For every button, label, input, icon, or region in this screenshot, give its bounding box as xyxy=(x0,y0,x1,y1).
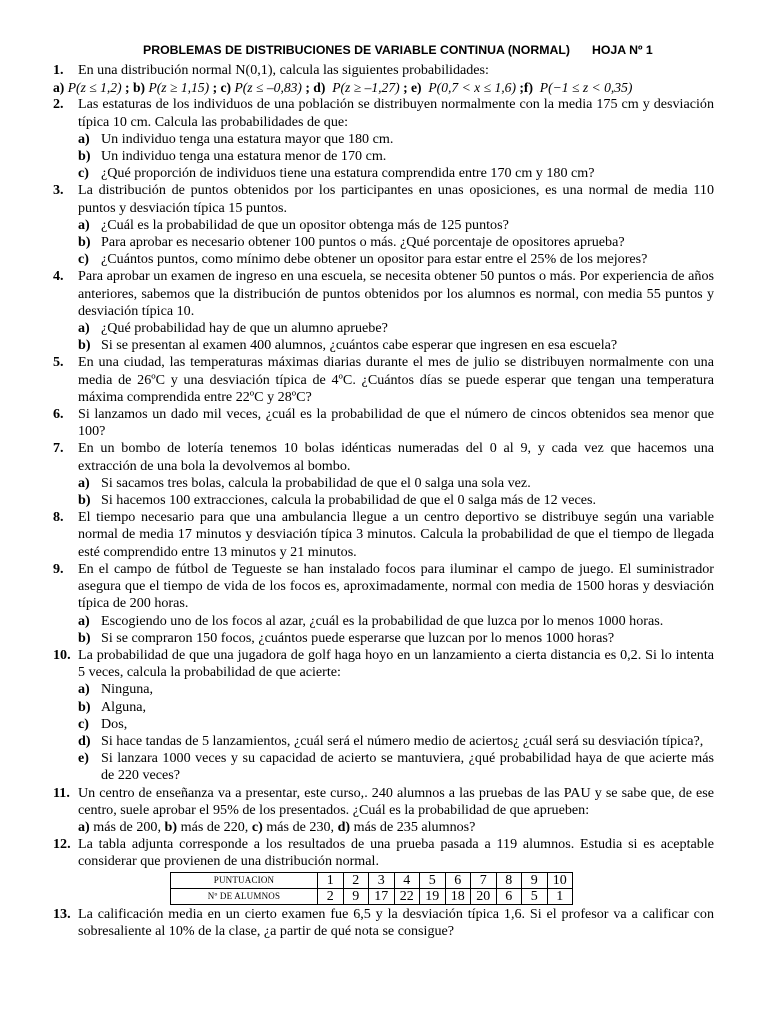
problem-2 xyxy=(53,96,714,130)
sub-letter: e) xyxy=(78,750,89,767)
option-label: a) xyxy=(78,818,90,835)
table-cell: 6 xyxy=(445,872,471,888)
prob-expression: P(z ≤ 1,2) xyxy=(67,80,122,96)
problem-number: 8. xyxy=(53,509,64,526)
problem-text: En un bombo de lotería tenemos 10 bolas idénticas numeradas del 0 al 9, y cada vez que hacemos una extracción de una bola la devolvemos al bombo. xyxy=(78,440,714,474)
table-cell: 5 xyxy=(420,872,446,888)
prob-separator: ; xyxy=(515,80,524,96)
problem-list xyxy=(53,62,714,940)
sub-question xyxy=(53,681,714,698)
sub-question xyxy=(53,217,714,234)
sub-letter: b) xyxy=(78,234,91,251)
problem-number: 9. xyxy=(53,560,64,577)
sub-letter: b) xyxy=(78,337,91,354)
problem-6 xyxy=(53,406,714,440)
table-cell: 8 xyxy=(496,872,522,888)
sub-letter: b) xyxy=(78,698,91,715)
table-cell: 20 xyxy=(471,888,497,904)
table-cell: 1 xyxy=(318,872,344,888)
sub-question xyxy=(53,148,714,165)
table-cell: 7 xyxy=(471,872,497,888)
sub-text: Alguna, xyxy=(101,698,147,715)
table-cell: 2 xyxy=(318,888,344,904)
problem-number: 4. xyxy=(53,268,64,285)
table-cell: 1 xyxy=(547,888,573,904)
prob-expression: P(0,7 < x ≤ 1,6) xyxy=(428,80,516,96)
table-cell: 2 xyxy=(343,872,369,888)
prob-separator: ; xyxy=(209,80,221,96)
problem-number: 7. xyxy=(53,440,64,457)
table-cell: 17 xyxy=(369,888,395,904)
problem-text: El tiempo necesario para que una ambulancia llegue a un centro deportivo se distribuye según una variable normal de media 17 minutos y desviación típica 3 minutos. Calcula la probabilidad de que el tiempo de llegada esté comprendido entre 13 minutos y 21 minutos. xyxy=(78,509,714,560)
table-cell: 18 xyxy=(445,888,471,904)
problem-10 xyxy=(53,647,714,681)
sub-text: Si se compraron 150 focos, ¿cuántos puede esperarse que luzcan por lo menos 1000 horas? xyxy=(101,629,615,646)
table-cell: 5 xyxy=(522,888,548,904)
sub-letter: a) xyxy=(78,474,90,491)
option-label: b) xyxy=(164,818,178,835)
problem-1-probabilities xyxy=(53,79,714,96)
problem-number: 11. xyxy=(53,784,70,801)
problem-number: 13. xyxy=(53,905,71,922)
problem-13 xyxy=(53,906,714,940)
prob-label: b) xyxy=(132,80,146,96)
problem-text: La calificación media en un cierto examen fue 6,5 y la desviación típica 1,6. Si el profesor va a calificar con sobresaliente al 10% de la clase, ¿a partir de qué nota se consigue? xyxy=(78,905,714,939)
problem-text: Si lanzamos un dado mil veces, ¿cuál es la probabilidad de que el número de cincos obtenidos sea menor que 100? xyxy=(78,406,714,440)
table-header-cell: PUNTUACION xyxy=(171,872,318,888)
sub-letter: b) xyxy=(78,492,91,509)
option-text: más de 200, xyxy=(93,818,161,835)
table-cell: 9 xyxy=(343,888,369,904)
table-row xyxy=(171,872,573,888)
sub-question xyxy=(53,733,714,750)
option-label: d) xyxy=(337,818,351,835)
problem-5 xyxy=(53,354,714,406)
sub-letter: a) xyxy=(78,320,90,337)
sub-letter: a) xyxy=(78,216,90,233)
option-label: c) xyxy=(251,818,263,835)
sub-text: Dos, xyxy=(101,715,128,732)
prob-separator: ; xyxy=(121,80,133,96)
option-text: más de 220, xyxy=(180,818,249,835)
sub-question xyxy=(53,699,714,716)
problem-text: Para aprobar un examen de ingreso en una escuela, se necesita obtener 50 puntos o más. Por experiencia de años anteriores, sabemos que la distribución de puntos obtenidos por los alumnos es normal, con media 55 puntos y desviación típica 10. xyxy=(78,268,714,319)
problem-9 xyxy=(53,561,714,613)
option-text: más de 235 alumnos? xyxy=(353,818,476,835)
title-text: PROBLEMAS DE DISTRIBUCIONES DE VARIABLE CONTINUA (NORMAL) xyxy=(143,43,570,57)
problem-number: 6. xyxy=(53,406,64,423)
sub-question xyxy=(53,613,714,630)
sub-letter: c) xyxy=(78,251,89,268)
sub-text: ¿Qué proporción de individuos tiene una estatura comprendida entre 170 cm y 180 cm? xyxy=(101,165,595,182)
sub-question xyxy=(53,251,714,268)
sub-question xyxy=(53,492,714,509)
problem-number: 3. xyxy=(53,182,64,199)
option-text: más de 230, xyxy=(266,818,335,835)
sub-letter: a) xyxy=(78,681,90,698)
problem-4 xyxy=(53,268,714,320)
sub-question xyxy=(53,165,714,182)
prob-separator: ; xyxy=(399,80,412,96)
prob-expression: P(−1 ≤ z < 0,35) xyxy=(539,80,633,96)
sub-letter: d) xyxy=(78,732,91,749)
sub-letter: c) xyxy=(78,715,89,732)
problem-1 xyxy=(53,62,714,79)
prob-expression: P(z ≥ –1,27) xyxy=(332,80,400,96)
table-cell: 19 xyxy=(420,888,446,904)
sub-question xyxy=(53,320,714,337)
sub-letter: b) xyxy=(78,148,91,165)
sub-question xyxy=(53,234,714,251)
prob-label: c) xyxy=(220,80,232,96)
prob-separator: ; xyxy=(301,80,314,96)
sub-text: Si se presentan al examen 400 alumnos, ¿cuántos cabe esperar que ingresen en esa escuela? xyxy=(101,337,618,354)
sub-text: Un individuo tenga una estatura menor de 170 cm. xyxy=(101,148,387,165)
problem-text: En el campo de fútbol de Tegueste se han instalado focos para iluminar el campo de juego. El suministrador asegura que el tiempo de vida de los focos es, aproximadamente, normal con media de 1500 horas y desviación típica de 200 horas. xyxy=(78,560,714,612)
sub-text: Si sacamos tres bolas, calcula la probabilidad de que el 0 salga una sola vez. xyxy=(101,474,531,491)
table-header-cell: Nº DE ALUMNOS xyxy=(171,888,318,904)
problem-number: 5. xyxy=(53,354,64,371)
table-row xyxy=(171,888,573,904)
problem-3 xyxy=(53,182,714,216)
sub-text: Si hace tandas de 5 lanzamientos, ¿cuál será el número medio de aciertos¿ ¿cuál será su desviación típica?, xyxy=(101,732,704,749)
problem-number: 2. xyxy=(53,96,64,113)
sheet-number: HOJA Nº 1 xyxy=(591,43,653,57)
prob-label: e) xyxy=(411,80,422,96)
problem-text: Un centro de enseñanza va a presentar, este curso,. 240 alumnos a las pruebas de las PAU y se sabe que, de ese centro, suele aprobar el 95% de los presentados. ¿Cuál es la probabilidad de que aprueben: xyxy=(78,784,714,818)
problem-8 xyxy=(53,509,714,561)
sub-letter: a) xyxy=(78,612,90,629)
sub-question xyxy=(53,716,714,733)
sub-text: Si hacemos 100 extracciones, calcula la probabilidad de que el 0 salga más de 12 veces. xyxy=(101,492,597,509)
problem-text: La tabla adjunta corresponde a los resultados de una prueba pasada a 119 alumnos. Estudia si es aceptable considerar que provienen de una distribución normal. xyxy=(78,836,714,870)
problem-text: La distribución de puntos obtenidos por los participantes en unas oposiciones, es una normal de media 110 puntos y desviación típica 15 puntos. xyxy=(78,182,714,216)
sub-text: ¿Cuál es la probabilidad de que un opositor obtenga más de 125 puntos? xyxy=(101,216,509,233)
page-title xyxy=(143,38,714,62)
table-cell: 6 xyxy=(496,888,522,904)
prob-expression: P(z ≤ –0,83) xyxy=(234,80,302,96)
sub-question xyxy=(53,475,714,492)
problem-number: 1. xyxy=(53,62,64,78)
problem-7 xyxy=(53,440,714,474)
sub-question xyxy=(53,630,714,647)
sub-question xyxy=(53,750,714,784)
sub-question xyxy=(53,131,714,148)
sub-letter: a) xyxy=(78,130,90,147)
sub-text: Si lanzara 1000 veces y su capacidad de acierto se mantuviera, ¿qué probabilidad haya de que acierte más de 220 veces? xyxy=(101,750,714,784)
sub-text: ¿Cuántos puntos, como mínimo debe obtener un opositor para estar entre el 25% de los mejores? xyxy=(101,251,648,268)
problem-11 xyxy=(53,785,714,837)
table-cell: 10 xyxy=(547,872,573,888)
sub-question xyxy=(53,337,714,354)
problem-number: 12. xyxy=(53,836,71,853)
problem-text: Las estaturas de los individuos de una población se distribuyen normalmente con la media 175 cm y desviación típica 10 cm. Calcula las probabilidades de que: xyxy=(78,96,714,130)
prob-label: d) xyxy=(313,80,326,96)
prob-label: a) xyxy=(53,80,65,96)
table-cell: 22 xyxy=(394,888,420,904)
sub-text: Ninguna, xyxy=(101,681,154,698)
score-table xyxy=(170,872,573,905)
table-cell: 3 xyxy=(369,872,395,888)
table-cell: 9 xyxy=(522,872,548,888)
problem-number: 10. xyxy=(53,646,71,663)
prob-expression: P(z ≥ 1,15) xyxy=(148,80,210,96)
problem-text: En una ciudad, las temperaturas máximas diarias durante el mes de julio se distribuyen normalmente con una media de 26ºC y una desviación típica de 4ºC. ¿Cuántos días se puede esperar que tengan una temperatura máxima comprendida entre 22ºC y 28ºC? xyxy=(78,354,714,405)
sub-text: ¿Qué probabilidad hay de que un alumno apruebe? xyxy=(101,320,388,337)
problem-text: La probabilidad de que una jugadora de golf haga hoyo en un lanzamiento a cierta distancia es 0,2. Si lo intenta 5 veces, calcula la probabilidad de que acierte: xyxy=(78,646,714,681)
prob-label: f) xyxy=(523,80,533,96)
problem-text: En una distribución normal N(0,1), calcula las siguientes probabilidades: xyxy=(78,62,489,78)
sub-text: Escogiendo uno de los focos al azar, ¿cuál es la probabilidad de que luzca por lo menos 1000 horas. xyxy=(101,612,664,629)
table-cell: 4 xyxy=(394,872,420,888)
problem-12 xyxy=(53,836,714,870)
sub-text: Un individuo tenga una estatura mayor que 180 cm. xyxy=(101,130,394,147)
sub-letter: c) xyxy=(78,165,89,182)
sub-text: Para aprobar es necesario obtener 100 puntos o más. ¿Qué porcentaje de opositores aprueba? xyxy=(101,234,625,251)
sub-letter: b) xyxy=(78,629,91,646)
